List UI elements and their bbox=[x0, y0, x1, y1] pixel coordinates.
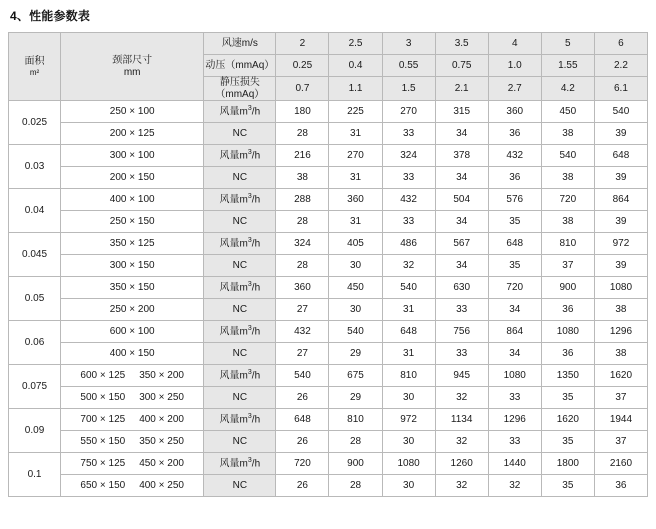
nc-value: 33 bbox=[488, 387, 541, 409]
neck-size-value: 650 × 150 400 × 250 bbox=[61, 475, 204, 497]
neck-size-value: 250 × 100 bbox=[61, 101, 204, 123]
table-row bbox=[9, 387, 648, 409]
nc-value: 34 bbox=[435, 255, 488, 277]
nc-value: 35 bbox=[541, 475, 594, 497]
flow-value: 720 bbox=[276, 453, 329, 475]
row-label-flow: 风量$m^3/h$ bbox=[204, 277, 276, 299]
header-dynamic-pressure-value: 1.55 bbox=[541, 55, 594, 77]
header-static-loss-value: 2.1 bbox=[435, 77, 488, 101]
flow-value: 216 bbox=[276, 145, 329, 167]
neck-size-value: 600 × 100 bbox=[61, 321, 204, 343]
header-velocity-value: 4 bbox=[488, 33, 541, 55]
header-static-loss-label: 静压损失（mmAq） bbox=[204, 77, 276, 101]
nc-value: 34 bbox=[435, 167, 488, 189]
nc-value: 31 bbox=[329, 123, 382, 145]
neck-size-value: 750 × 125 450 × 200 bbox=[61, 453, 204, 475]
row-label-nc: NC bbox=[204, 123, 276, 145]
flow-value: 288 bbox=[276, 189, 329, 211]
flow-value: 648 bbox=[488, 233, 541, 255]
flow-value: 945 bbox=[435, 365, 488, 387]
table-row bbox=[9, 145, 648, 167]
area-value: 0.1 bbox=[9, 453, 61, 497]
header-dynamic-pressure-value: 2.2 bbox=[594, 55, 647, 77]
header-velocity-label: 风速m/s bbox=[204, 33, 276, 55]
header-velocity-value: 6 bbox=[594, 33, 647, 55]
flow-value: 360 bbox=[488, 101, 541, 123]
nc-value: 39 bbox=[594, 211, 647, 233]
flow-value: 486 bbox=[382, 233, 435, 255]
nc-value: 28 bbox=[329, 475, 382, 497]
table-row bbox=[9, 167, 648, 189]
nc-value: 32 bbox=[382, 255, 435, 277]
nc-value: 33 bbox=[382, 211, 435, 233]
flow-value: 1944 bbox=[594, 409, 647, 431]
header-dynamic-pressure-value: 0.4 bbox=[329, 55, 382, 77]
table-row bbox=[9, 277, 648, 299]
nc-value: 37 bbox=[594, 431, 647, 453]
neck-size-value: 550 × 150 350 × 250 bbox=[61, 431, 204, 453]
header-dynamic-pressure-value: 0.25 bbox=[276, 55, 329, 77]
nc-value: 30 bbox=[382, 387, 435, 409]
nc-value: 32 bbox=[488, 475, 541, 497]
flow-value: 378 bbox=[435, 145, 488, 167]
nc-value: 28 bbox=[329, 431, 382, 453]
nc-value: 39 bbox=[594, 255, 647, 277]
flow-value: 540 bbox=[382, 277, 435, 299]
nc-value: 34 bbox=[488, 343, 541, 365]
table-row bbox=[9, 255, 648, 277]
row-label-nc: NC bbox=[204, 299, 276, 321]
header-static-loss-value: 1.1 bbox=[329, 77, 382, 101]
neck-size-value: 250 × 150 bbox=[61, 211, 204, 233]
flow-value: 270 bbox=[329, 145, 382, 167]
table-row bbox=[9, 233, 648, 255]
neck-size-value: 400 × 100 bbox=[61, 189, 204, 211]
nc-value: 36 bbox=[541, 299, 594, 321]
row-label-flow: 风量$m^3/h$ bbox=[204, 409, 276, 431]
nc-value: 27 bbox=[276, 343, 329, 365]
flow-value: 900 bbox=[329, 453, 382, 475]
table-row bbox=[9, 431, 648, 453]
page-title: 4、性能参数表 bbox=[10, 9, 91, 23]
area-value: 0.03 bbox=[9, 145, 61, 189]
neck-size-value: 300 × 150 bbox=[61, 255, 204, 277]
flow-value: 648 bbox=[382, 321, 435, 343]
table-row bbox=[9, 343, 648, 365]
neck-size-value: 600 × 125 350 × 200 bbox=[61, 365, 204, 387]
area-value: 0.025 bbox=[9, 101, 61, 145]
neck-size-value: 500 × 150 300 × 250 bbox=[61, 387, 204, 409]
table-row bbox=[9, 409, 648, 431]
flow-value: 864 bbox=[488, 321, 541, 343]
row-label-flow: 风量$m^3/h$ bbox=[204, 101, 276, 123]
flow-value: 324 bbox=[276, 233, 329, 255]
flow-value: 1134 bbox=[435, 409, 488, 431]
nc-value: 29 bbox=[329, 387, 382, 409]
table-row bbox=[9, 101, 648, 123]
nc-value: 31 bbox=[382, 299, 435, 321]
neck-size-value: 350 × 125 bbox=[61, 233, 204, 255]
row-label-flow: 风量$m^3/h$ bbox=[204, 365, 276, 387]
flow-value: 180 bbox=[276, 101, 329, 123]
flow-value: 576 bbox=[488, 189, 541, 211]
row-label-nc: NC bbox=[204, 211, 276, 233]
flow-value: 360 bbox=[329, 189, 382, 211]
flow-value: 810 bbox=[329, 409, 382, 431]
flow-value: 810 bbox=[541, 233, 594, 255]
nc-value: 34 bbox=[435, 211, 488, 233]
header-static-loss-value: 4.2 bbox=[541, 77, 594, 101]
nc-value: 34 bbox=[435, 123, 488, 145]
area-value: 0.075 bbox=[9, 365, 61, 409]
table-header-row-velocity bbox=[9, 33, 648, 55]
nc-value: 30 bbox=[382, 475, 435, 497]
nc-value: 31 bbox=[329, 167, 382, 189]
nc-value: 38 bbox=[541, 211, 594, 233]
table-row bbox=[9, 365, 648, 387]
flow-value: 972 bbox=[594, 233, 647, 255]
row-label-nc: NC bbox=[204, 255, 276, 277]
nc-value: 38 bbox=[541, 167, 594, 189]
neck-size-value: 300 × 100 bbox=[61, 145, 204, 167]
nc-value: 33 bbox=[382, 167, 435, 189]
header-velocity-value: 3.5 bbox=[435, 33, 488, 55]
header-dynamic-pressure-value: 0.75 bbox=[435, 55, 488, 77]
flow-value: 504 bbox=[435, 189, 488, 211]
performance-parameter-table bbox=[8, 32, 648, 497]
flow-value: 648 bbox=[594, 145, 647, 167]
flow-value: 432 bbox=[488, 145, 541, 167]
nc-value: 28 bbox=[276, 255, 329, 277]
flow-value: 324 bbox=[382, 145, 435, 167]
flow-value: 225 bbox=[329, 101, 382, 123]
header-velocity-value: 5 bbox=[541, 33, 594, 55]
row-label-nc: NC bbox=[204, 343, 276, 365]
flow-value: 900 bbox=[541, 277, 594, 299]
flow-value: 540 bbox=[329, 321, 382, 343]
table-row bbox=[9, 475, 648, 497]
table-row bbox=[9, 189, 648, 211]
nc-value: 32 bbox=[435, 475, 488, 497]
header-neck-size: 颈部尺寸 mm bbox=[61, 33, 204, 101]
row-label-nc: NC bbox=[204, 431, 276, 453]
nc-value: 26 bbox=[276, 387, 329, 409]
flow-value: 360 bbox=[276, 277, 329, 299]
nc-value: 32 bbox=[435, 431, 488, 453]
header-velocity-value: 3 bbox=[382, 33, 435, 55]
flow-value: 720 bbox=[541, 189, 594, 211]
header-dynamic-pressure-value: 0.55 bbox=[382, 55, 435, 77]
header-area: 面积 m² bbox=[9, 33, 61, 101]
row-label-flow: 风量$m^3/h$ bbox=[204, 233, 276, 255]
flow-value: 1350 bbox=[541, 365, 594, 387]
flow-value: 810 bbox=[382, 365, 435, 387]
nc-value: 28 bbox=[276, 211, 329, 233]
nc-value: 30 bbox=[329, 255, 382, 277]
neck-size-value: 400 × 150 bbox=[61, 343, 204, 365]
nc-value: 26 bbox=[276, 475, 329, 497]
nc-value: 33 bbox=[488, 431, 541, 453]
flow-value: 567 bbox=[435, 233, 488, 255]
flow-value: 1080 bbox=[488, 365, 541, 387]
neck-size-value: 200 × 150 bbox=[61, 167, 204, 189]
flow-value: 864 bbox=[594, 189, 647, 211]
header-velocity-value: 2 bbox=[276, 33, 329, 55]
flow-value: 270 bbox=[382, 101, 435, 123]
nc-value: 35 bbox=[541, 431, 594, 453]
neck-size-value: 250 × 200 bbox=[61, 299, 204, 321]
neck-size-value: 700 × 125 400 × 200 bbox=[61, 409, 204, 431]
table-row bbox=[9, 299, 648, 321]
nc-value: 38 bbox=[541, 123, 594, 145]
flow-value: 756 bbox=[435, 321, 488, 343]
nc-value: 33 bbox=[435, 299, 488, 321]
header-dynamic-pressure-label: 动压（mmAq） bbox=[204, 55, 276, 77]
flow-value: 405 bbox=[329, 233, 382, 255]
flow-value: 1260 bbox=[435, 453, 488, 475]
flow-value: 1296 bbox=[594, 321, 647, 343]
nc-value: 38 bbox=[594, 299, 647, 321]
header-static-loss-value: 2.7 bbox=[488, 77, 541, 101]
flow-value: 630 bbox=[435, 277, 488, 299]
nc-value: 26 bbox=[276, 431, 329, 453]
header-static-loss-value: 1.5 bbox=[382, 77, 435, 101]
flow-value: 972 bbox=[382, 409, 435, 431]
flow-value: 540 bbox=[541, 145, 594, 167]
flow-value: 540 bbox=[594, 101, 647, 123]
row-label-flow: 风量$m^3/h$ bbox=[204, 453, 276, 475]
nc-value: 32 bbox=[435, 387, 488, 409]
nc-value: 35 bbox=[488, 211, 541, 233]
area-value: 0.09 bbox=[9, 409, 61, 453]
nc-value: 38 bbox=[276, 167, 329, 189]
row-label-flow: 风量$m^3/h$ bbox=[204, 189, 276, 211]
nc-value: 27 bbox=[276, 299, 329, 321]
neck-size-value: 200 × 125 bbox=[61, 123, 204, 145]
area-value: 0.045 bbox=[9, 233, 61, 277]
nc-value: 37 bbox=[594, 387, 647, 409]
flow-value: 1440 bbox=[488, 453, 541, 475]
nc-value: 30 bbox=[382, 431, 435, 453]
flow-value: 1080 bbox=[541, 321, 594, 343]
flow-value: 540 bbox=[276, 365, 329, 387]
nc-value: 30 bbox=[329, 299, 382, 321]
nc-value: 35 bbox=[488, 255, 541, 277]
flow-value: 1080 bbox=[594, 277, 647, 299]
flow-value: 450 bbox=[329, 277, 382, 299]
row-label-nc: NC bbox=[204, 387, 276, 409]
nc-value: 34 bbox=[488, 299, 541, 321]
row-label-flow: 风量$m^3/h$ bbox=[204, 145, 276, 167]
row-label-nc: NC bbox=[204, 167, 276, 189]
table-row bbox=[9, 123, 648, 145]
nc-value: 35 bbox=[541, 387, 594, 409]
flow-value: 720 bbox=[488, 277, 541, 299]
nc-value: 36 bbox=[488, 123, 541, 145]
area-value: 0.05 bbox=[9, 277, 61, 321]
table-row bbox=[9, 211, 648, 233]
nc-value: 29 bbox=[329, 343, 382, 365]
nc-value: 36 bbox=[541, 343, 594, 365]
header-static-loss-value: 6.1 bbox=[594, 77, 647, 101]
header-velocity-value: 2.5 bbox=[329, 33, 382, 55]
row-label-flow: 风量$m^3/h$ bbox=[204, 321, 276, 343]
flow-value: 315 bbox=[435, 101, 488, 123]
nc-value: 33 bbox=[435, 343, 488, 365]
nc-value: 31 bbox=[329, 211, 382, 233]
nc-value: 39 bbox=[594, 123, 647, 145]
nc-value: 38 bbox=[594, 343, 647, 365]
table-row bbox=[9, 321, 648, 343]
flow-value: 450 bbox=[541, 101, 594, 123]
nc-value: 39 bbox=[594, 167, 647, 189]
header-static-loss-value: 0.7 bbox=[276, 77, 329, 101]
area-value: 0.04 bbox=[9, 189, 61, 233]
nc-value: 31 bbox=[382, 343, 435, 365]
nc-value: 36 bbox=[488, 167, 541, 189]
flow-value: 1800 bbox=[541, 453, 594, 475]
flow-value: 648 bbox=[276, 409, 329, 431]
flow-value: 675 bbox=[329, 365, 382, 387]
flow-value: 1296 bbox=[488, 409, 541, 431]
neck-size-value: 350 × 150 bbox=[61, 277, 204, 299]
nc-value: 33 bbox=[382, 123, 435, 145]
flow-value: 432 bbox=[382, 189, 435, 211]
flow-value: 432 bbox=[276, 321, 329, 343]
nc-value: 37 bbox=[541, 255, 594, 277]
flow-value: 1620 bbox=[594, 365, 647, 387]
header-dynamic-pressure-value: 1.0 bbox=[488, 55, 541, 77]
flow-value: 1620 bbox=[541, 409, 594, 431]
nc-value: 28 bbox=[276, 123, 329, 145]
flow-value: 2160 bbox=[594, 453, 647, 475]
row-label-nc: NC bbox=[204, 475, 276, 497]
nc-value: 36 bbox=[594, 475, 647, 497]
flow-value: 1080 bbox=[382, 453, 435, 475]
table-row bbox=[9, 453, 648, 475]
area-value: 0.06 bbox=[9, 321, 61, 365]
